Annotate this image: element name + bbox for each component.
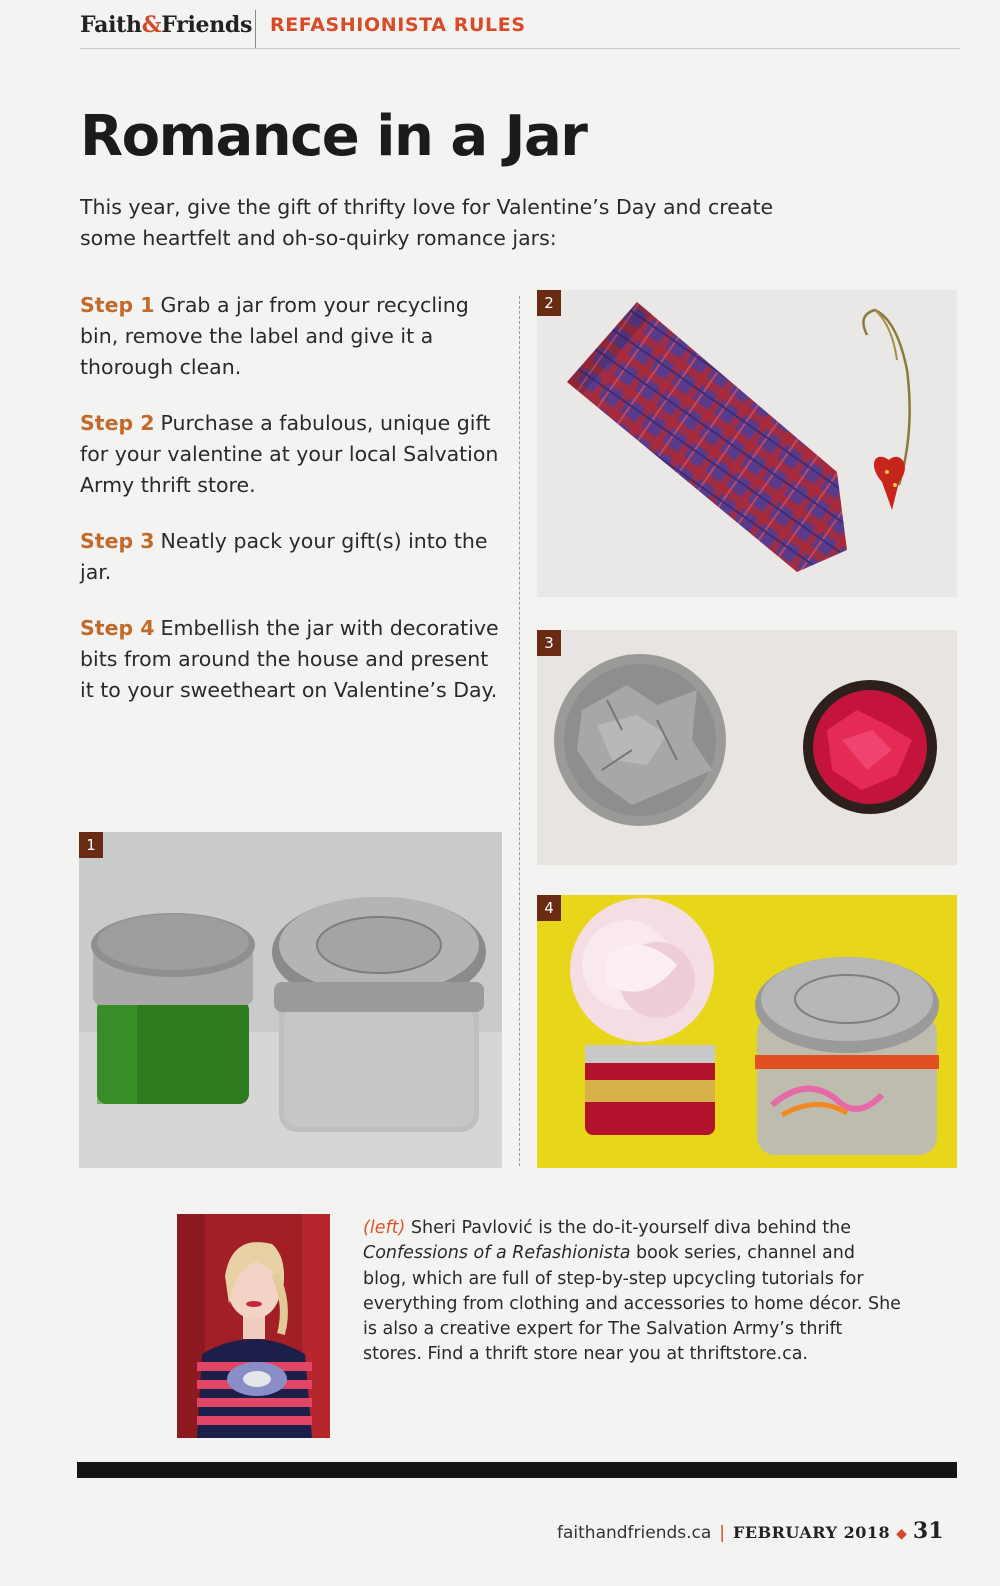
footer-diamond: ◆ (896, 1526, 907, 1542)
author-portrait (177, 1214, 330, 1438)
step-text: Grab a jar from your recycling bin, remove the label and give it a thorough clean. (80, 293, 469, 379)
footer-separator: | (719, 1523, 726, 1543)
header-divider (255, 10, 256, 48)
bio-left-tag: (left) (363, 1218, 406, 1238)
step-3 (80, 526, 500, 588)
author-bio (363, 1216, 903, 1368)
photo-number-badge: 4 (537, 895, 561, 921)
step-label: Step 3 (80, 529, 155, 553)
step-text: Purchase a fabulous, unique gift for your valentine at your local Salvation Army thrift store. (80, 411, 499, 497)
photo-step-3-packed-jars (537, 630, 957, 865)
photo-number-badge: 3 (537, 630, 561, 656)
brand-friends: Friends (161, 12, 253, 38)
step-label: Step 4 (80, 616, 155, 640)
footer-site: faithandfriends.ca (557, 1523, 712, 1543)
step-2 (80, 408, 500, 501)
step-text: Embellish the jar with decorative bits from around the house and present it to your sweetheart on Valentine’s Day. (80, 616, 499, 702)
footer-issue: FEBRUARY 2018 (733, 1523, 891, 1542)
article-intro: This year, give the gift of thrifty love for Valentine’s Day and create some heartfelt and oh-so-quirky romance jars: (80, 195, 774, 250)
page-number: 31 (912, 1518, 944, 1544)
article-title: Romance in a Jar (80, 104, 587, 169)
photo-number-badge: 2 (537, 290, 561, 316)
step-label: Step 1 (80, 293, 155, 317)
photo-number-badge: 1 (79, 832, 103, 858)
bio-text-part1: Sheri Pavlović is the do-it-yourself diva behind the (405, 1218, 852, 1238)
steps-list (80, 290, 500, 731)
header-rule (80, 48, 960, 49)
brand-ampersand: & (141, 12, 162, 38)
section-label: REFASHIONISTA RULES (270, 14, 526, 36)
step-4 (80, 613, 500, 706)
bio-book-title: Confessions of a Refashionista (363, 1243, 631, 1264)
photo-step-4-decorated-jars (537, 895, 957, 1168)
column-divider (519, 296, 520, 1166)
page-footer (557, 1518, 944, 1544)
step-label: Step 2 (80, 411, 155, 435)
bio-text-part2: book series, channel and blog, which are full of step-by-step upcycling tutorials for everything from clothing and accessories to home décor. She is also a creative expert for The Salvation Army’s thrift stores. Find a thrift store near you at thriftstore.ca. (363, 1243, 901, 1365)
footer-bar (77, 1462, 957, 1478)
brand-faith: Faith (80, 12, 142, 38)
photo-step-1-empty-jars (79, 832, 502, 1168)
step-1 (80, 290, 500, 383)
magazine-brand (80, 12, 252, 38)
step-text: Neatly pack your gift(s) into the jar. (80, 529, 488, 584)
photo-step-2-tie (537, 290, 957, 597)
